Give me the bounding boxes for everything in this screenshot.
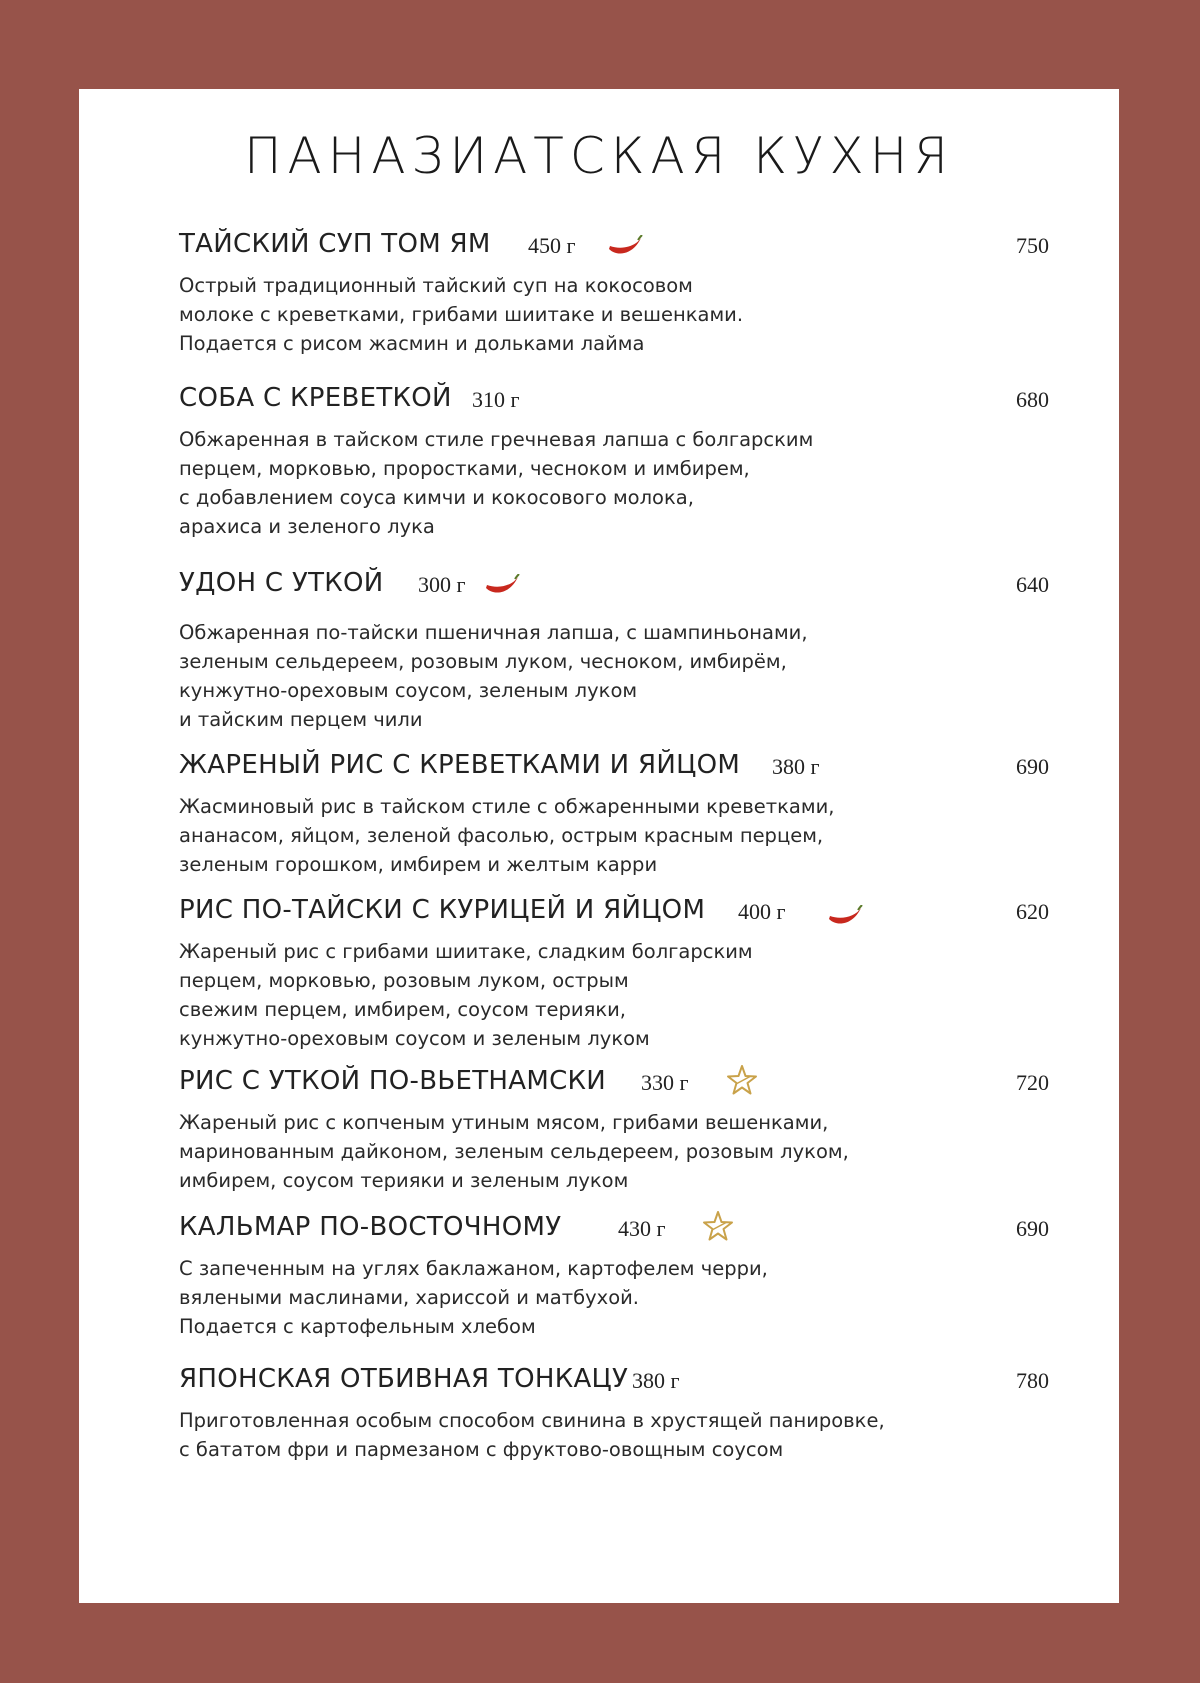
dish-weight: 430 г [618, 1216, 666, 1241]
dish-name: РИС С УТКОЙ ПО-ВЬЕТНАМСКИ [179, 1066, 607, 1096]
description-line: маринованным дайконом, зеленым сельдереем, розовым луком, [179, 1140, 849, 1163]
dish-price: 750 [1016, 233, 1049, 258]
dish-description [179, 1406, 1049, 1464]
dish-weight: 450 г [528, 233, 576, 258]
description-line: зеленым горошком, имбирем и желтым карри [179, 853, 658, 876]
description-line: Жареный рис с грибами шиитаке, сладким болгарским [179, 940, 753, 963]
description-line: молоке с креветками, грибами шиитаке и вешенками. [179, 303, 744, 326]
dish-name: ЖАРЕНЫЙ РИС С КРЕВЕТКАМИ И ЯЙЦОМ [179, 750, 741, 780]
description-line: имбирем, соусом терияки и зеленым луком [179, 1169, 629, 1192]
dish-description [179, 1108, 1049, 1195]
dish-weight: 330 г [641, 1070, 689, 1095]
dish-name: ЯПОНСКАЯ ОТБИВНАЯ ТОНКАЦУ [179, 1364, 629, 1394]
description-line: Обжаренная по-тайски пшеничная лапша, с шампиньонами, [179, 621, 808, 644]
dish-weight: 300 г [418, 572, 466, 597]
menu-item [179, 1364, 1049, 1464]
menu-item [179, 895, 1049, 1053]
description-line: и тайским перцем чили [179, 708, 423, 731]
dish-price: 680 [1016, 387, 1049, 412]
dish-price: 780 [1016, 1368, 1049, 1393]
chili-pepper-icon [607, 235, 643, 257]
description-line: кунжутно-ореховым соусом, зеленым луком [179, 679, 638, 702]
description-line: перцем, морковью, проростками, чесноком и имбирем, [179, 457, 750, 480]
description-line: Подается с картофельным хлебом [179, 1315, 536, 1338]
description-line: Обжаренная в тайском стиле гречневая лапша с болгарским [179, 428, 814, 451]
description-line: С запеченным на углях баклажаном, картофелем черри, [179, 1257, 768, 1280]
menu-item [179, 1212, 1049, 1341]
dish-name: УДОН С УТКОЙ [179, 568, 384, 598]
dish-description [179, 937, 1049, 1053]
description-line: Жасминовый рис в тайском стиле с обжаренными креветками, [179, 795, 835, 818]
dish-description [179, 271, 1049, 358]
description-line: кунжутно-ореховым соусом и зеленым луком [179, 1027, 650, 1050]
description-line: перцем, морковью, розовым луком, острым [179, 969, 629, 992]
star-icon [725, 1064, 759, 1096]
dish-name: РИС ПО-ТАЙСКИ С КУРИЦЕЙ И ЯЙЦОМ [179, 895, 706, 925]
menu-item [179, 1066, 1049, 1195]
description-line: ананасом, яйцом, зеленой фасолью, острым красным перцем, [179, 824, 824, 847]
star-icon [701, 1210, 735, 1242]
description-line: Жареный рис с копченым утиным мясом, грибами вешенками, [179, 1111, 829, 1134]
menu-item [179, 568, 1049, 734]
menu-item [179, 229, 1049, 358]
dish-weight: 380 г [772, 754, 820, 779]
menu-page [79, 89, 1119, 1603]
description-line: Приготовленная особым способом свинина в хрустящей панировке, [179, 1409, 885, 1432]
page-title: ПАНАЗИАТСКАЯ КУХНЯ [243, 127, 955, 185]
description-line: с добавлением соуса кимчи и кокосового молока, [179, 486, 694, 509]
dish-description [179, 1254, 1049, 1341]
dish-price: 720 [1016, 1070, 1049, 1095]
description-line: с бататом фри и пармезаном с фруктово-овощным соусом [179, 1438, 784, 1461]
dish-price: 620 [1016, 899, 1049, 924]
menu-item [179, 750, 1049, 879]
dish-weight: 310 г [472, 387, 520, 412]
dish-description [179, 792, 1049, 879]
dish-weight: 400 г [738, 899, 786, 924]
description-line: вялеными маслинами, хариссой и матбухой. [179, 1286, 639, 1309]
dish-description [179, 425, 1049, 541]
description-line: Подается с рисом жасмин и дольками лайма [179, 332, 645, 355]
dish-weight: 380 г [632, 1368, 680, 1393]
description-line: Острый традиционный тайский суп на кокосовом [179, 274, 693, 297]
dish-name: ТАЙСКИЙ СУП ТОМ ЯМ [179, 229, 491, 259]
dish-price: 690 [1016, 754, 1049, 779]
description-line: свежим перцем, имбирем, соусом терияки, [179, 998, 626, 1021]
chili-pepper-icon [484, 574, 520, 596]
dish-price: 640 [1016, 572, 1049, 597]
dish-description [179, 618, 1049, 734]
chili-pepper-icon [827, 905, 863, 927]
dish-price: 690 [1016, 1216, 1049, 1241]
dish-name: КАЛЬМАР ПО-ВОСТОЧНОМУ [179, 1212, 562, 1242]
dish-name: СОБА С КРЕВЕТКОЙ [179, 383, 452, 413]
description-line: арахиса и зеленого лука [179, 515, 435, 538]
description-line: зеленым сельдереем, розовым луком, чесноком, имбирём, [179, 650, 787, 673]
menu-item [179, 383, 1049, 541]
